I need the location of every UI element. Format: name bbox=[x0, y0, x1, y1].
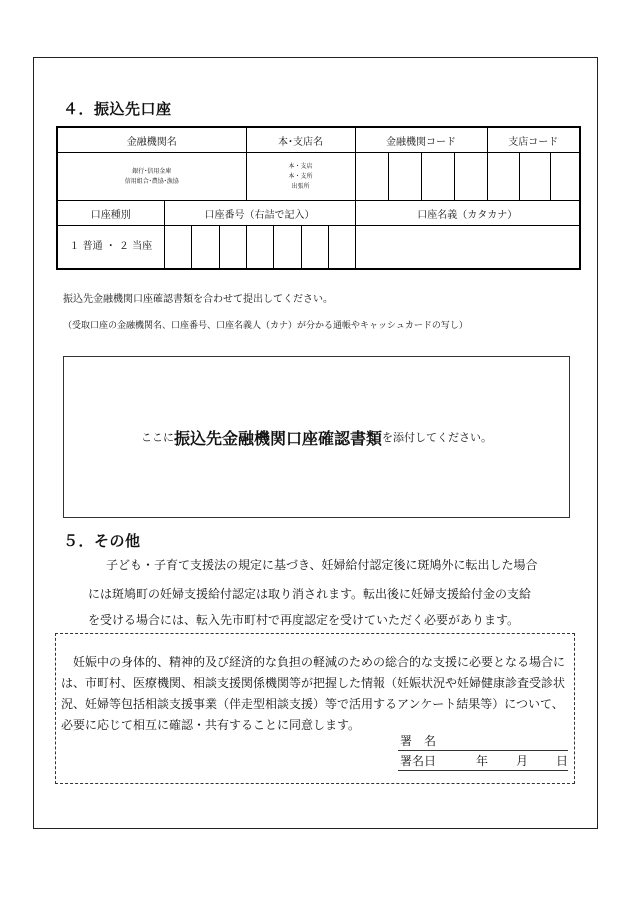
account-number-digit[interactable] bbox=[219, 226, 246, 270]
bank-code-digit[interactable] bbox=[355, 153, 388, 201]
consent-text: 妊娠中の身体的、精神的及び経済的な負担の軽減のための総合的な支援に必要となる場合には、市町村、医療機関、相談支援関係機関等が把握した情報（妊娠状況や妊婦健康診査受診状況、妊婦等包括相談支援事業（伴走型相談支援）等で活用するアンケート結果等）について、必要に応じて相互に確認・共有することに同意します。 bbox=[61, 655, 566, 732]
header-account-number: 口座番号（右詰で記入） bbox=[164, 201, 355, 226]
branch-code-digit[interactable] bbox=[550, 153, 580, 201]
branch-type-1: 本・支店 bbox=[288, 162, 313, 170]
other-text-line1: 子ども・子育て支援法の規定に基づき、妊婦給付認定後に斑鳩外に転出した場合 bbox=[106, 558, 538, 572]
bank-code-digit[interactable] bbox=[388, 153, 421, 201]
bank-account-table bbox=[56, 126, 581, 270]
branch-type-3: 出張所 bbox=[291, 182, 310, 190]
section5-title: ５．その他 bbox=[63, 532, 141, 550]
section4-title: ４．振込先口座 bbox=[63, 100, 172, 118]
account-number-digit[interactable] bbox=[246, 226, 273, 270]
account-number-digit[interactable] bbox=[164, 226, 191, 270]
header-account-holder: 口座名義（カタカナ） bbox=[355, 201, 580, 226]
header-branch-code: 支店コード bbox=[487, 127, 580, 153]
account-number-digit[interactable] bbox=[273, 226, 301, 270]
signature-date-line[interactable] bbox=[398, 752, 568, 771]
attach-text-post: を添付してください。 bbox=[382, 431, 492, 444]
submit-note: 振込先金融機関口座確認書類を合わせて提出してください。 bbox=[63, 294, 333, 305]
month-label: 月 bbox=[516, 754, 529, 768]
bank-name-cell[interactable] bbox=[57, 153, 246, 201]
attach-text-pre: ここに bbox=[140, 431, 174, 444]
bank-code-digit[interactable] bbox=[421, 153, 454, 201]
header-account-type: 口座種別 bbox=[57, 201, 164, 226]
attach-text-bold: 振込先金融機関口座確認書類 bbox=[173, 428, 382, 448]
account-number-digit[interactable] bbox=[328, 226, 355, 270]
submit-note-detail: （受取口座の金融機関名、口座番号、口座名義人（カナ）が分かる通帳やキャッシュカードの写し） bbox=[63, 321, 468, 331]
other-text-line2: には斑鳩町の妊婦支援給付認定は取り消されます。転出後に妊婦支援給付金の支給 bbox=[88, 587, 532, 601]
header-branch-name: 本･支店名 bbox=[246, 127, 355, 153]
branch-code-digit[interactable] bbox=[487, 153, 519, 201]
signature-label: 署 名 bbox=[400, 734, 437, 748]
branch-code-digit[interactable] bbox=[519, 153, 550, 201]
attachment-area[interactable] bbox=[63, 356, 570, 518]
header-bank-name: 金融機関名 bbox=[57, 127, 246, 153]
bank-types-line2: 信用組合･農協･漁協 bbox=[124, 177, 179, 185]
account-number-digit[interactable] bbox=[191, 226, 219, 270]
account-holder-field[interactable] bbox=[355, 226, 580, 270]
signature-line[interactable] bbox=[398, 732, 568, 751]
consent-box bbox=[55, 633, 575, 784]
date-label: 署名日 bbox=[400, 754, 437, 768]
day-label: 日 bbox=[556, 754, 569, 768]
other-text-line3: を受ける場合には、転入先市町村で再度認定を受けていただく必要があります。 bbox=[88, 613, 520, 627]
header-bank-code: 金融機関コード bbox=[355, 127, 487, 153]
branch-type-2: 本・支所 bbox=[288, 172, 313, 180]
year-label: 年 bbox=[476, 754, 489, 768]
bank-types-line1: 銀行･信用金庫 bbox=[132, 167, 172, 175]
account-number-digit[interactable] bbox=[301, 226, 328, 270]
branch-name-cell[interactable] bbox=[246, 153, 355, 201]
account-type-options[interactable]: １ 普通 ・ ２ 当座 bbox=[57, 226, 164, 270]
bank-code-digit[interactable] bbox=[454, 153, 487, 201]
